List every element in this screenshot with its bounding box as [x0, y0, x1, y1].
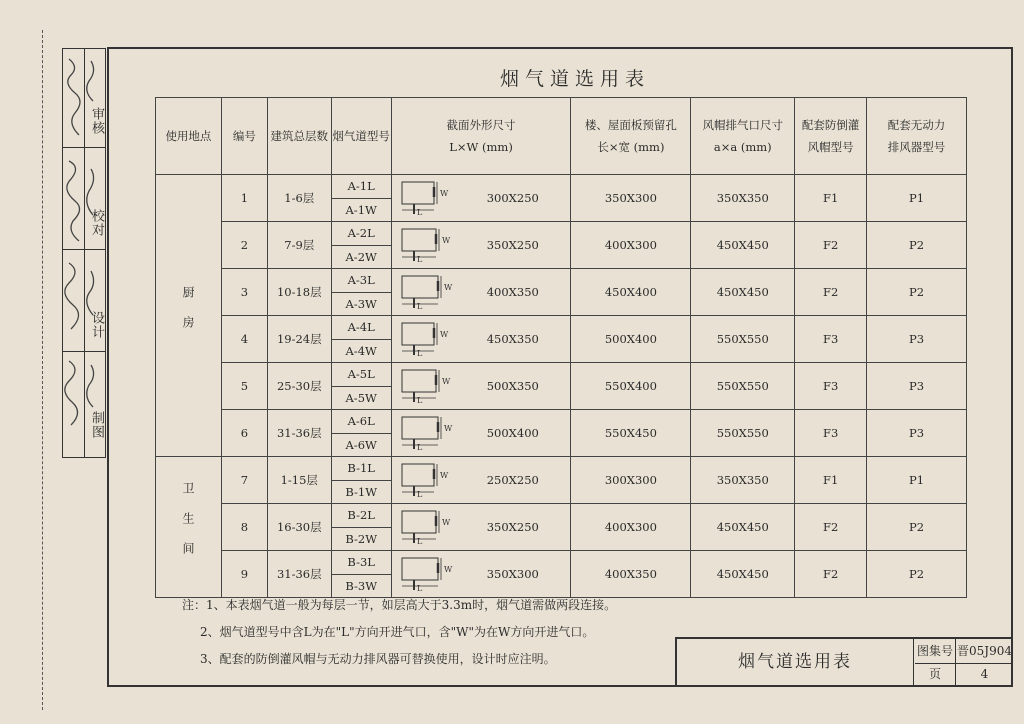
svg-text:L: L	[417, 254, 423, 264]
note-3: 3、配套的防倒灌风帽与无动力排风器可替换使用，设计时应注明。	[200, 652, 556, 666]
col-header-number: 编号	[221, 98, 267, 175]
cell-hole: 350X300	[571, 175, 691, 222]
title-block-name: 烟气道选用表	[677, 639, 914, 685]
cell-section-size: 500X400	[455, 410, 571, 457]
cell-cap: 450X450	[691, 222, 795, 269]
col-header-floors: 建筑总层数	[267, 98, 331, 175]
svg-text:W: W	[444, 423, 453, 433]
signature-strip	[62, 48, 106, 458]
svg-text:W: W	[442, 376, 451, 386]
cell-cap: 450X450	[691, 551, 795, 598]
svg-text:L: L	[417, 583, 423, 593]
cell-hole: 400X350	[571, 551, 691, 598]
col-header-fan: 配套无动力 排风器型号	[867, 98, 967, 175]
cell-hole: 450X400	[571, 269, 691, 316]
cell-model-l: A-1L	[331, 175, 391, 199]
notes	[182, 592, 616, 673]
table-header-row	[156, 98, 967, 175]
cell-model-l: B-2L	[331, 504, 391, 528]
cell-number: 3	[221, 269, 267, 316]
cell-floors: 16-30层	[267, 504, 331, 551]
col-header-cap: 风帽排气口尺寸 a×a (mm)	[691, 98, 795, 175]
cell-hole: 300X300	[571, 457, 691, 504]
cell-fan: P1	[867, 457, 967, 504]
table-row	[156, 410, 967, 434]
table-row	[156, 222, 967, 246]
section-diagram	[391, 504, 455, 551]
table-row	[156, 363, 967, 387]
cell-floors: 31-36层	[267, 551, 331, 598]
cell-section-size: 350X250	[455, 504, 571, 551]
table-row	[156, 504, 967, 528]
cell-number: 5	[221, 363, 267, 410]
cell-hood: F2	[795, 551, 867, 598]
cell-hood: F1	[795, 175, 867, 222]
section-diagram	[391, 175, 455, 222]
cell-hole: 550X450	[571, 410, 691, 457]
flue-selection-table	[155, 97, 967, 598]
cell-number: 6	[221, 410, 267, 457]
svg-text:W: W	[442, 517, 451, 527]
cell-hole: 400X300	[571, 222, 691, 269]
handwritten-signatures	[63, 49, 107, 459]
cell-floors: 1-15层	[267, 457, 331, 504]
svg-text:L: L	[417, 442, 423, 452]
cell-fan: P3	[867, 363, 967, 410]
section-diagram	[391, 363, 455, 410]
cell-hood: F2	[795, 269, 867, 316]
table-row	[156, 175, 967, 199]
svg-text:W: W	[442, 235, 451, 245]
cell-cap: 550X550	[691, 363, 795, 410]
svg-text:L: L	[417, 348, 423, 358]
section-diagram	[391, 222, 455, 269]
table-row	[156, 316, 967, 340]
cell-number: 1	[221, 175, 267, 222]
cell-section-size: 500X350	[455, 363, 571, 410]
cell-model-l: A-5L	[331, 363, 391, 387]
section-diagram	[391, 269, 455, 316]
cell-fan: P2	[867, 222, 967, 269]
table-row	[156, 551, 967, 575]
cell-model-l: B-1L	[331, 457, 391, 481]
col-header-location: 使用地点	[156, 98, 222, 175]
cell-model-w: B-2W	[331, 527, 391, 551]
cell-number: 2	[221, 222, 267, 269]
cell-fan: P2	[867, 504, 967, 551]
svg-text:L: L	[417, 207, 423, 217]
cell-fan: P3	[867, 316, 967, 363]
sign-label-design: 设计	[89, 311, 104, 339]
cell-model-l: A-4L	[331, 316, 391, 340]
cell-model-w: B-3W	[331, 574, 391, 598]
cell-model-l: A-3L	[331, 269, 391, 293]
cell-cap: 450X450	[691, 269, 795, 316]
section-diagram	[391, 551, 455, 598]
atlas-label: 图集号	[915, 639, 956, 664]
section-diagram	[391, 316, 455, 363]
sign-label-draft: 制图	[89, 411, 104, 439]
section-diagram	[391, 410, 455, 457]
atlas-value: 晋05J904	[956, 639, 1013, 664]
cell-floors: 7-9层	[267, 222, 331, 269]
cell-hole: 550X400	[571, 363, 691, 410]
svg-text:W: W	[444, 282, 453, 292]
cell-section-size: 350X250	[455, 222, 571, 269]
col-header-hood: 配套防倒灌 风帽型号	[795, 98, 867, 175]
cell-model-l: A-2L	[331, 222, 391, 246]
cell-floors: 10-18层	[267, 269, 331, 316]
svg-text:W: W	[440, 329, 449, 339]
note-2: 2、烟气道型号中含L为在"L"方向开进气口，含"W"为在W方向开进气口。	[200, 625, 595, 639]
cell-hood: F2	[795, 504, 867, 551]
cell-hole: 400X300	[571, 504, 691, 551]
cell-hood: F2	[795, 222, 867, 269]
table-row	[156, 457, 967, 481]
cell-hood: F3	[795, 363, 867, 410]
svg-text:L: L	[417, 489, 423, 499]
cell-cap: 350X350	[691, 457, 795, 504]
table-title: 烟气道选用表	[500, 68, 651, 90]
cell-cap: 550X550	[691, 316, 795, 363]
cell-fan: P2	[867, 551, 967, 598]
col-header-section: 截面外形尺寸 L×W (mm)	[391, 98, 571, 175]
cell-model-l: B-3L	[331, 551, 391, 575]
cell-fan: P1	[867, 175, 967, 222]
cell-number: 9	[221, 551, 267, 598]
svg-text:L: L	[417, 301, 423, 311]
cell-fan: P3	[867, 410, 967, 457]
cell-model-w: A-6W	[331, 433, 391, 457]
cell-model-w: A-1W	[331, 198, 391, 222]
title-block	[675, 637, 1013, 687]
svg-text:W: W	[444, 564, 453, 574]
cell-section-size: 350X300	[455, 551, 571, 598]
svg-text:W: W	[440, 188, 449, 198]
cell-cap: 550X550	[691, 410, 795, 457]
cell-number: 8	[221, 504, 267, 551]
sign-label-check: 校对	[89, 209, 104, 237]
cell-hood: F1	[795, 457, 867, 504]
cell-floors: 1-6层	[267, 175, 331, 222]
cell-section-size: 400X350	[455, 269, 571, 316]
page-value: 4	[980, 667, 989, 681]
cell-model-l: A-6L	[331, 410, 391, 434]
note-1: 注：1、本表烟气道一般为每层一节，如层高大于3.3m时，烟气道需做两段连接。	[182, 598, 617, 612]
table-row	[156, 269, 967, 293]
cell-section-size: 250X250	[455, 457, 571, 504]
svg-text:L: L	[417, 536, 423, 546]
section-diagram	[391, 457, 455, 504]
cell-model-w: A-2W	[331, 245, 391, 269]
svg-text:W: W	[440, 470, 449, 480]
cell-location: 厨房	[156, 175, 222, 457]
cell-location: 卫生间	[156, 457, 222, 598]
cell-floors: 31-36层	[267, 410, 331, 457]
cell-cap: 350X350	[691, 175, 795, 222]
page-label: 页	[915, 664, 956, 685]
cell-model-w: A-5W	[331, 386, 391, 410]
binding-dashed-line	[42, 30, 43, 710]
col-header-model: 烟气道型号	[331, 98, 391, 175]
sign-label-review: 审核	[89, 107, 104, 135]
cell-section-size: 300X250	[455, 175, 571, 222]
cell-model-w: A-4W	[331, 339, 391, 363]
cell-fan: P2	[867, 269, 967, 316]
cell-number: 4	[221, 316, 267, 363]
cell-number: 7	[221, 457, 267, 504]
cell-model-w: A-3W	[331, 292, 391, 316]
cell-section-size: 450X350	[455, 316, 571, 363]
cell-hood: F3	[795, 316, 867, 363]
cell-floors: 19-24层	[267, 316, 331, 363]
cell-hole: 500X400	[571, 316, 691, 363]
cell-cap: 450X450	[691, 504, 795, 551]
col-header-hole: 楼、屋面板预留孔 长×宽 (mm)	[571, 98, 691, 175]
cell-hood: F3	[795, 410, 867, 457]
cell-model-w: B-1W	[331, 480, 391, 504]
svg-text:L: L	[417, 395, 423, 405]
cell-floors: 25-30层	[267, 363, 331, 410]
